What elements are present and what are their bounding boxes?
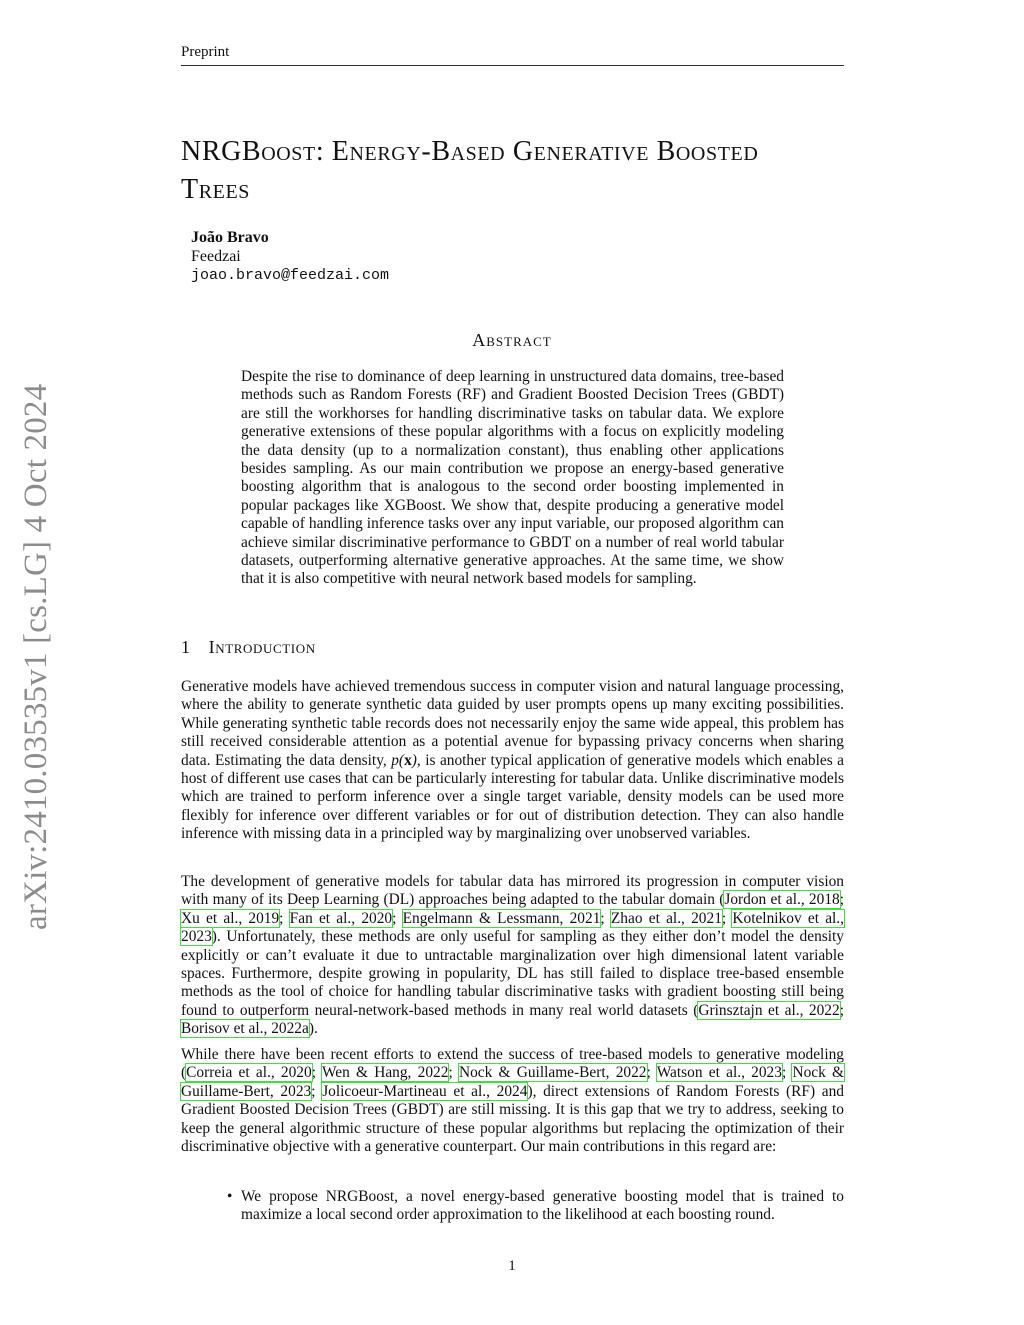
- author-block: [191, 228, 389, 285]
- bullet-text: We propose NRGBoost, a novel energy-based generative boosting model that is trained to maximize a local second order approximation to the likelihood at each boosting round.: [241, 1188, 844, 1224]
- paper-title: [181, 133, 851, 209]
- citation-link[interactable]: Xu et al., 2019: [181, 909, 280, 927]
- citation-link[interactable]: Fan et al., 2020: [289, 909, 393, 927]
- citation-link[interactable]: Borisov et al., 2022a: [181, 1020, 309, 1038]
- citation-link[interactable]: Zhao et al., 2021: [610, 909, 722, 927]
- section-number: 1: [181, 637, 191, 657]
- p2-text-b: ). Unfortunately, these methods are only useful for sampling as they either don’t model the density explicitly or can’t evaluate it due to untractable marginalization over high dimensional latent variable spaces. Furthermore, despite growing in popularity, DL has still failed to displace tree-based ensemble methods as the tool of choice for handling tabular discriminative tasks with gradient boosting still being found to outperform neural-network-based methods in many real world datasets (: [181, 928, 844, 1019]
- paragraph-2: The development of generative models for tabular data has mirrored its progression in computer vision with many of its Deep Learning (DL) approaches being adapted to the tabular domain (Jordon et al., 2018; Xu et al., 2019; Fan et al., 2020; Engelmann & Lessmann, 2021; Zhao et al., 2021; Kotelnikov et al., 2023). Unfortunately, these methods are only useful for sampling as they either don’t model the density explicitly or can’t evaluate it due to untractable marginalization over high dimensional latent variable spaces. Furthermore, despite growing in popularity, DL has still failed to displace tree-based ensemble methods as the tool of choice for handling tabular discriminative tasks with gradient boosting still being found to outperform neural-network-based methods in many real world datasets (Grinsztajn et al., 2022; Borisov et al., 2022a).: [181, 873, 844, 1038]
- citation-link[interactable]: Kotelnikov et al., 2023: [181, 909, 844, 946]
- bullet-marker: •: [227, 1188, 233, 1205]
- contribution-list-item: [227, 1188, 844, 1225]
- section-title: Introduction: [208, 637, 316, 657]
- math-density: p(x): [391, 751, 417, 769]
- paragraph-1: [181, 678, 844, 844]
- author-email[interactable]: joao.bravo@feedzai.com: [191, 267, 390, 284]
- title-line-1: NRGBoost: Energy-Based Generative Boosted: [181, 136, 759, 167]
- title-line-2: Trees: [181, 174, 250, 205]
- page-number: 1: [508, 1258, 516, 1274]
- citation-link[interactable]: Grinsztajn et al., 2022: [698, 1001, 840, 1019]
- citation-link[interactable]: Jordon et al., 2018: [724, 891, 840, 909]
- citation-link[interactable]: Nock & Guillame-Bert, 2022: [458, 1064, 647, 1082]
- section-heading-introduction: [181, 637, 316, 658]
- citation-link[interactable]: Watson et al., 2023: [656, 1064, 782, 1082]
- author-affiliation: Feedzai: [191, 248, 241, 265]
- citation-link[interactable]: Nock & Guillame-Bert, 2023: [181, 1064, 844, 1100]
- p3-text-a: While there have been recent efforts to extend the success of tree-based models to generative modeling (: [181, 1046, 844, 1082]
- abstract-text: Despite the rise to dominance of deep learning in unstructured data domains, tree-based methods such as Random Forests (RF) and Gradient Boosted Decision Trees (GBDT) are still the workhorses for handling discriminative tasks on tabular data. We explore generative extensions of these popular algorithms with a focus on explicitly modeling the data density (up to a normalization constant), thus enabling other applications besides sampling. As our main contribution we propose an energy-based generative boosting algorithm that is analogous to the second order boosting implemented in popular packages like XGBoost. We show that, despite producing a generative model capable of handling inference tasks over any input variable, our proposed algorithm can achieve similar discriminative performance to GBDT on a number of real world tabular datasets, outperforming alternative generative approaches. At the same time, we show that it is also competitive with neural network based models for sampling.: [241, 368, 784, 588]
- p2-text-a: The development of generative models for tabular data has mirrored its progression in computer vision with many of its Deep Learning (DL) approaches being adapted to the tabular domain (: [181, 873, 844, 909]
- p2-text-c: ).: [308, 1020, 318, 1038]
- citation-link[interactable]: Jolicoeur-Martineau et al., 2024: [322, 1082, 528, 1100]
- math-x: x: [404, 751, 412, 769]
- running-header: Preprint: [181, 44, 844, 66]
- arxiv-side-stamp: arXiv:2410.03535v1 [cs.LG] 4 Oct 2024: [18, 383, 54, 930]
- author-name: João Bravo: [191, 229, 269, 246]
- abstract-heading: Abstract: [472, 330, 552, 350]
- p3-text-b: ), direct extensions of Random Forests (RF) and Gradient Boosted Decision Trees (GBDT) are still missing. It is this gap that we try to address, seeking to keep the general algorithmic structure of these popular algorithms but replacing the optimization of their discriminative objective with a generative counterpart. Our main contributions in this regard are:: [181, 1082, 844, 1156]
- citation-link[interactable]: Wen & Hang, 2022: [321, 1064, 449, 1082]
- p1-text-a: Generative models have achieved tremendous success in computer vision and natural language processing, where the ability to generate synthetic data guided by user prompts opens up many exciting possibilities. While generating synthetic table records does not necessarily enjoy the same wide appeal, this problem has still received considerable attention as a potential avenue for bypassing privacy concerns when sharing data. Estimating the data density,: [181, 678, 844, 769]
- math-p: p: [391, 751, 399, 769]
- citation-link[interactable]: Correia et al., 2020: [186, 1064, 312, 1082]
- citation-link[interactable]: Engelmann & Lessmann, 2021: [402, 909, 601, 927]
- paragraph-3: While there have been recent efforts to extend the success of tree-based models to generative modeling (Correia et al., 2020; Wen & Hang, 2022; Nock & Guillame-Bert, 2022; Watson et al., 2023; Nock & Guillame-Bert, 2023; Jolicoeur-Martineau et al., 2024), direct extensions of Random Forests (RF) and Gradient Boosted Decision Trees (GBDT) are still missing. It is this gap that we try to address, seeking to keep the general algorithmic structure of these popular algorithms but replacing the optimization of their discriminative objective with a generative counterpart. Our main contributions in this regard are:: [181, 1046, 844, 1156]
- p1-text-b: , is another typical application of generative models which enables a host of different use cases that can be particularly interesting for tabular data. Unlike discriminative models which are trained to perform inference over a single target variable, density models can be used more flexibly for inference over different variables or for out of distribution detection. They can also handle inference with missing data in a principled way by marginalizing over unobserved variables.: [181, 751, 844, 843]
